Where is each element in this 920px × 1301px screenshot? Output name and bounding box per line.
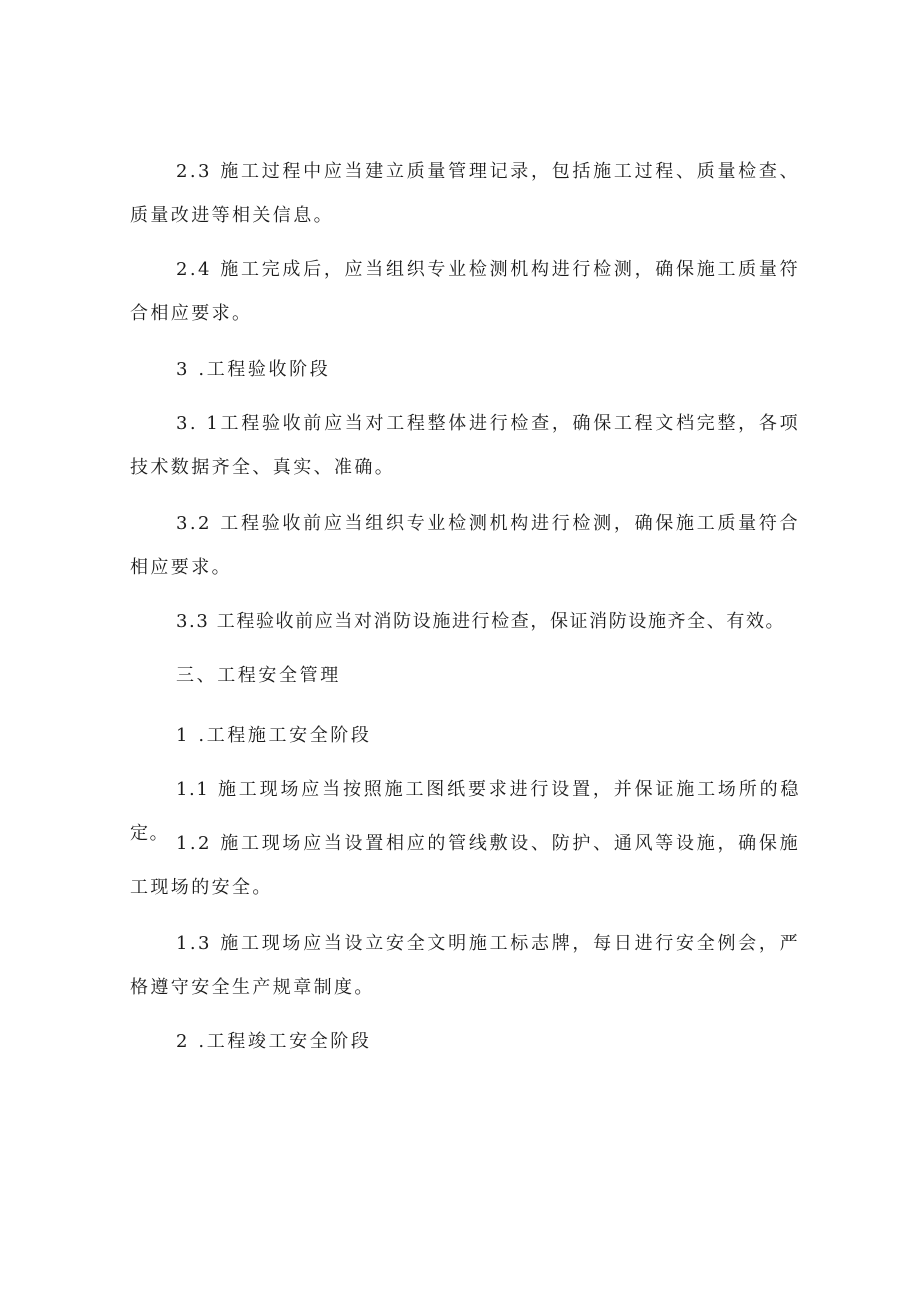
paragraph-3-1: 3. 1工程验收前应当对工程整体进行检查，确保工程文档完整，各项技术数据齐全、真实、准确。 bbox=[130, 413, 800, 478]
paragraph-1-3: 1.3 施工现场应当设立安全文明施工标志牌，每日进行安全例会，严格遵守安全生产规章制度。 bbox=[130, 933, 800, 998]
paragraph-3-3: 3.3 工程验收前应当对消防设施进行检查，保证消防设施齐全、有效。 bbox=[176, 611, 786, 632]
paragraph-1-2: 1.2 施工现场应当设置相应的管线敷设、防护、通风等设施，确保施工现场的安全。 bbox=[130, 833, 800, 898]
paragraph-1-1: 1.1 施工现场应当按照施工图纸要求进行设置，并保证施工场所的稳定。 bbox=[130, 779, 800, 844]
section-heading-3: 3 .工程验收阶段 bbox=[176, 359, 331, 380]
section-heading-2: 2 .工程竣工安全阶段 bbox=[176, 1031, 372, 1052]
paragraph-3-2: 3.2 工程验收前应当组织专业检测机构进行检测，确保施工质量符合相应要求。 bbox=[130, 513, 800, 578]
paragraph-2-3: 2.3 施工过程中应当建立质量管理记录，包括施工过程、质量检查、质量改进等相关信息。 bbox=[130, 161, 800, 226]
paragraph-2-4: 2.4 施工完成后，应当组织专业检测机构进行检测，确保施工质量符合相应要求。 bbox=[130, 259, 800, 324]
chapter-heading-safety: 三、工程安全管理 bbox=[176, 665, 341, 686]
section-heading-1: 1 .工程施工安全阶段 bbox=[176, 725, 372, 746]
